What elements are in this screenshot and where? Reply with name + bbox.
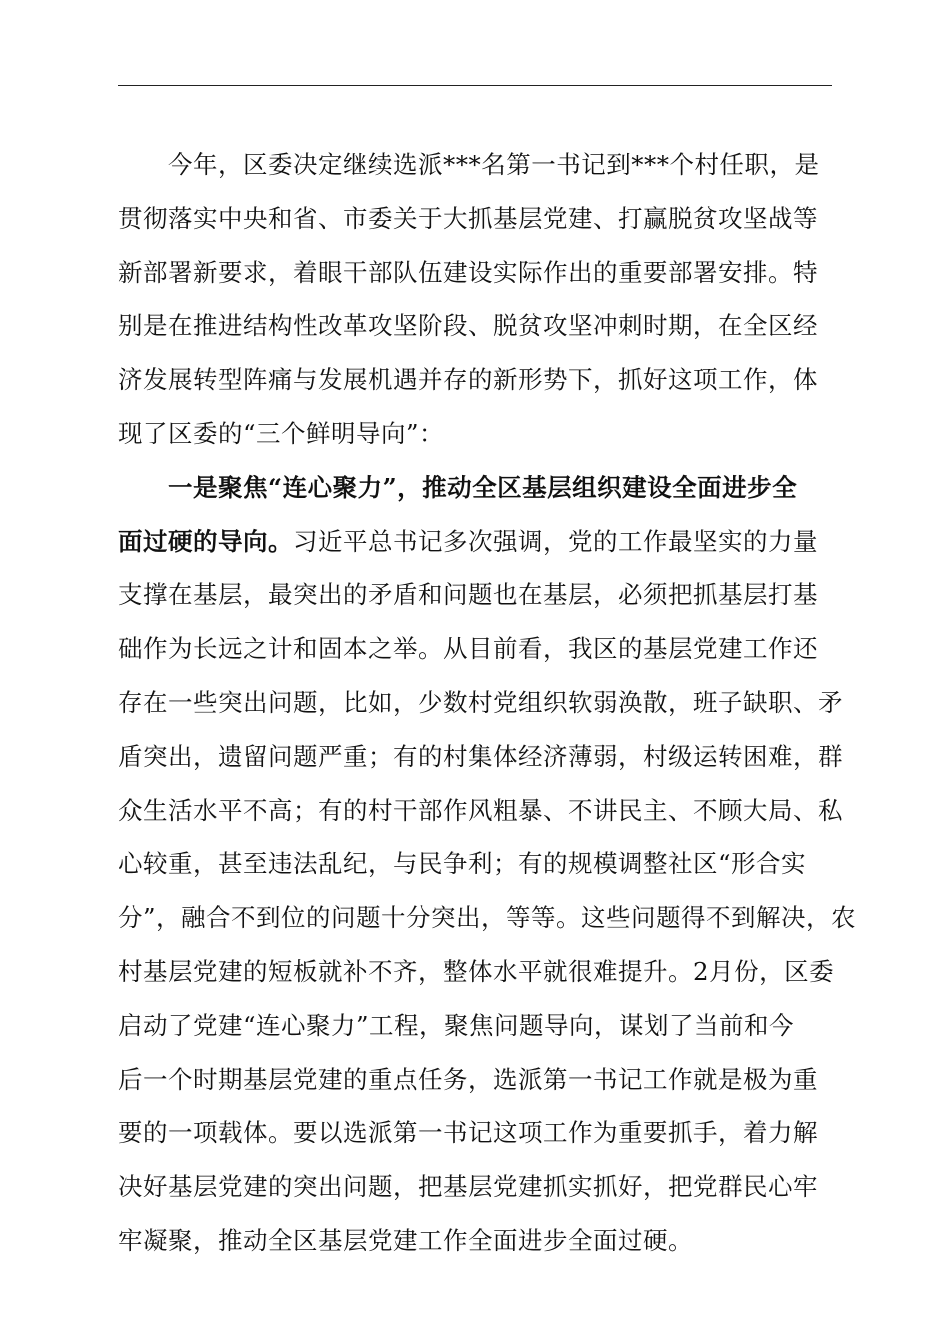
- paragraph-line: [118, 1106, 834, 1160]
- line-text: 启动了党建“连心聚力”工程，聚焦问题导向，谋划了当前和今: [118, 1010, 795, 1040]
- line-text: 决好基层党建的突出问题，把基层党建抓实抓好，把党群民心牢: [118, 1172, 818, 1202]
- paragraph-line: [118, 730, 843, 784]
- paragraph-line: [118, 568, 834, 622]
- line-text: 现了区委的“三个鲜明导向”：: [118, 418, 445, 448]
- paragraph-line: [118, 784, 843, 838]
- paragraph-line: [118, 622, 834, 676]
- paragraph-line: [118, 515, 834, 569]
- paragraph-line: [118, 246, 834, 300]
- paragraph-line: [118, 837, 834, 891]
- line-text: 贯彻落实中央和省、市委关于大抓基层党建、打赢脱贫攻坚战等: [118, 203, 818, 233]
- paragraph-line: [118, 299, 834, 353]
- line-text: 存在一些突出问题，比如，少数村党组织软弱涣散，班子缺职、矛: [118, 687, 843, 717]
- bold-heading-text: 一是聚焦“连心聚力”，推动全区基层组织建设全面进步全: [168, 472, 798, 502]
- line-text: 新部署新要求，着眼干部队伍建设实际作出的重要部署安排。特: [118, 257, 818, 287]
- line-text: 今年，区委决定继续选派***名第一书记到***个村任职，是: [168, 150, 820, 179]
- line-text: 村基层党建的短板就补不齐，整体水平就很难提升。2月份，区委: [118, 956, 835, 986]
- line-text: 济发展转型阵痛与发展机遇并存的新形势下，抓好这项工作，体: [118, 365, 818, 395]
- line-text: 别是在推进结构性改革攻坚阶段、脱贫攻坚冲刺时期，在全区经: [118, 311, 818, 341]
- line-text: 心较重，甚至违法乱纪，与民争利；有的规模调整社区“形合实: [118, 849, 807, 879]
- paragraph-line: [118, 999, 834, 1053]
- line-text: 础作为长远之计和固本之举。从目前看，我区的基层党建工作还: [118, 634, 818, 664]
- paragraph-line: [118, 353, 834, 407]
- paragraph-line: [118, 945, 834, 999]
- paragraph-line: [118, 461, 834, 515]
- line-text: 众生活水平不高；有的村干部作风粗暴、不讲民主、不顾大局、私: [118, 795, 843, 825]
- paragraph-line: [118, 891, 857, 945]
- line-text: 分”，融合不到位的问题十分突出，等等。这些问题得不到解决，农: [118, 903, 857, 933]
- paragraph-line: [118, 1214, 834, 1268]
- line-text: 习近平总书记多次强调，党的工作最坚实的力量: [293, 526, 818, 556]
- header-rule: [118, 85, 832, 86]
- line-text: 盾突出，遗留问题严重；有的村集体经济薄弱，村级运转困难，群: [118, 741, 843, 771]
- paragraph-line: [118, 138, 834, 192]
- line-text: 要的一项载体。要以选派第一书记这项工作为重要抓手，着力解: [118, 1118, 818, 1148]
- paragraph-line: [118, 1053, 834, 1107]
- paragraph-line: [118, 192, 834, 246]
- paragraph-line: [118, 676, 843, 730]
- bold-heading-text: 面过硬的导向。: [118, 526, 293, 556]
- paragraph-line: [118, 407, 834, 461]
- line-text: 后一个时期基层党建的重点任务，选派第一书记工作就是极为重: [118, 1064, 818, 1094]
- document-body: [118, 138, 857, 1268]
- line-text: 支撑在基层，最突出的矛盾和问题也在基层，必须把抓基层打基: [118, 580, 818, 610]
- line-text: 牢凝聚，推动全区基层党建工作全面进步全面过硬。: [118, 1225, 693, 1255]
- paragraph-line: [118, 1160, 834, 1214]
